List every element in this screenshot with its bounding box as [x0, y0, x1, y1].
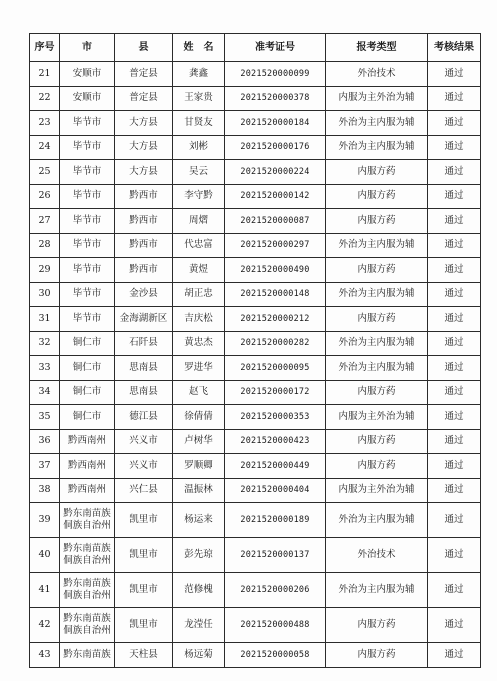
- cell-assessment-result: 通过: [428, 111, 481, 136]
- cell-name: 罗进华: [173, 356, 225, 381]
- cell-county: 凯里市: [115, 503, 173, 538]
- cell-exam-ticket-number: 2021520000058: [225, 643, 326, 668]
- cell-name: 龙滢任: [173, 608, 225, 643]
- cell-serial-number: 39: [30, 503, 60, 538]
- cell-county: 凯里市: [115, 608, 173, 643]
- cell-exam-ticket-number: 2021520000353: [225, 405, 326, 430]
- cell-county: 大方县: [115, 111, 173, 136]
- cell-county: 思南县: [115, 356, 173, 381]
- cell-name: 代忠富: [173, 233, 225, 258]
- cell-application-type: 外治为主内服为辅: [326, 135, 428, 160]
- cell-assessment-result: 通过: [428, 478, 481, 503]
- cell-exam-ticket-number: 2021520000148: [225, 282, 326, 307]
- cell-serial-number: 34: [30, 380, 60, 405]
- header-assessment-result: 考核结果: [428, 34, 481, 62]
- cell-exam-ticket-number: 2021520000378: [225, 86, 326, 111]
- cell-exam-ticket-number: 2021520000212: [225, 307, 326, 332]
- table-row: [30, 356, 481, 381]
- cell-county: 兴仁县: [115, 478, 173, 503]
- cell-assessment-result: 通过: [428, 209, 481, 234]
- table-body: [30, 62, 481, 668]
- cell-exam-ticket-number: 2021520000488: [225, 608, 326, 643]
- cell-city: 安顺市: [60, 62, 115, 87]
- cell-assessment-result: 通过: [428, 405, 481, 430]
- cell-name: 赵飞: [173, 380, 225, 405]
- table-row: [30, 608, 481, 643]
- cell-name: 甘贤友: [173, 111, 225, 136]
- cell-assessment-result: 通过: [428, 380, 481, 405]
- cell-county: 金沙县: [115, 282, 173, 307]
- cell-county: 兴义市: [115, 454, 173, 479]
- cell-serial-number: 24: [30, 135, 60, 160]
- header-application-type: 报考类型: [326, 34, 428, 62]
- cell-city: 铜仁市: [60, 331, 115, 356]
- cell-city: 毕节市: [60, 233, 115, 258]
- cell-name: 杨远菊: [173, 643, 225, 668]
- cell-application-type: 内服方药: [326, 307, 428, 332]
- cell-county: 大方县: [115, 160, 173, 185]
- table-row: [30, 160, 481, 185]
- table-row: [30, 184, 481, 209]
- cell-name: 杨运来: [173, 503, 225, 538]
- cell-assessment-result: 通过: [428, 573, 481, 608]
- cell-county: 德江县: [115, 405, 173, 430]
- table-row: [30, 282, 481, 307]
- cell-serial-number: 42: [30, 608, 60, 643]
- cell-assessment-result: 通过: [428, 643, 481, 668]
- cell-serial-number: 43: [30, 643, 60, 668]
- cell-county: 兴义市: [115, 429, 173, 454]
- cell-application-type: 内服为主外治为辅: [326, 478, 428, 503]
- cell-serial-number: 38: [30, 478, 60, 503]
- cell-application-type: 内服为主外治为辅: [326, 86, 428, 111]
- cell-city: 毕节市: [60, 135, 115, 160]
- cell-name: 吴云: [173, 160, 225, 185]
- cell-application-type: 内服方药: [326, 380, 428, 405]
- cell-exam-ticket-number: 2021520000224: [225, 160, 326, 185]
- cell-city: 黔东南苗族: [60, 643, 115, 668]
- cell-name: 胡正忠: [173, 282, 225, 307]
- table-row: [30, 331, 481, 356]
- cell-application-type: 外治为主内服为辅: [326, 573, 428, 608]
- cell-county: 黔西市: [115, 209, 173, 234]
- cell-assessment-result: 通过: [428, 307, 481, 332]
- cell-application-type: 内服方药: [326, 258, 428, 283]
- cell-serial-number: 31: [30, 307, 60, 332]
- table-row: [30, 405, 481, 430]
- header-name: 姓 名: [173, 34, 225, 62]
- cell-assessment-result: 通过: [428, 429, 481, 454]
- cell-exam-ticket-number: 2021520000142: [225, 184, 326, 209]
- cell-application-type: 内服方药: [326, 643, 428, 668]
- cell-county: 凯里市: [115, 538, 173, 573]
- header-row: [30, 34, 481, 62]
- header-exam-ticket-number: 准考证号: [225, 34, 326, 62]
- cell-exam-ticket-number: 2021520000095: [225, 356, 326, 381]
- cell-county: 思南县: [115, 380, 173, 405]
- cell-exam-ticket-number: 2021520000087: [225, 209, 326, 234]
- cell-exam-ticket-number: 2021520000297: [225, 233, 326, 258]
- header-serial-number: 序号: [30, 34, 60, 62]
- cell-assessment-result: 通过: [428, 503, 481, 538]
- cell-name: 黄煜: [173, 258, 225, 283]
- cell-city: 黔东南苗族侗族自治州: [60, 608, 115, 643]
- table-row: [30, 573, 481, 608]
- cell-exam-ticket-number: 2021520000206: [225, 573, 326, 608]
- cell-application-type: 外治为主内服为辅: [326, 331, 428, 356]
- table-row: [30, 86, 481, 111]
- cell-assessment-result: 通过: [428, 454, 481, 479]
- cell-county: 普定县: [115, 62, 173, 87]
- cell-city: 毕节市: [60, 209, 115, 234]
- cell-application-type: 外治为主内服为辅: [326, 503, 428, 538]
- cell-exam-ticket-number: 2021520000172: [225, 380, 326, 405]
- cell-serial-number: 22: [30, 86, 60, 111]
- cell-serial-number: 27: [30, 209, 60, 234]
- cell-exam-ticket-number: 2021520000490: [225, 258, 326, 283]
- cell-city: 黔西南州: [60, 478, 115, 503]
- cell-assessment-result: 通过: [428, 135, 481, 160]
- cell-application-type: 内服方药: [326, 429, 428, 454]
- cell-serial-number: 41: [30, 573, 60, 608]
- cell-assessment-result: 通过: [428, 233, 481, 258]
- cell-name: 彭先琼: [173, 538, 225, 573]
- table-row: [30, 258, 481, 283]
- cell-name: 刘彬: [173, 135, 225, 160]
- cell-application-type: 外治为主内服为辅: [326, 233, 428, 258]
- table-row: [30, 135, 481, 160]
- results-table: [29, 33, 481, 668]
- cell-exam-ticket-number: 2021520000282: [225, 331, 326, 356]
- table-row: [30, 111, 481, 136]
- cell-county: 天柱县: [115, 643, 173, 668]
- cell-city: 黔东南苗族侗族自治州: [60, 538, 115, 573]
- table-header: [30, 34, 481, 62]
- cell-assessment-result: 通过: [428, 282, 481, 307]
- cell-assessment-result: 通过: [428, 160, 481, 185]
- table-row: [30, 307, 481, 332]
- cell-city: 铜仁市: [60, 405, 115, 430]
- cell-city: 毕节市: [60, 258, 115, 283]
- header-city: 市: [60, 34, 115, 62]
- cell-city: 铜仁市: [60, 356, 115, 381]
- cell-county: 金海湖新区: [115, 307, 173, 332]
- cell-serial-number: 26: [30, 184, 60, 209]
- header-county: 县: [115, 34, 173, 62]
- table-row: [30, 643, 481, 668]
- cell-name: 罗顺卿: [173, 454, 225, 479]
- cell-city: 黔西南州: [60, 429, 115, 454]
- cell-exam-ticket-number: 2021520000099: [225, 62, 326, 87]
- cell-name: 周熠: [173, 209, 225, 234]
- cell-county: 普定县: [115, 86, 173, 111]
- cell-name: 龚鑫: [173, 62, 225, 87]
- cell-city: 毕节市: [60, 160, 115, 185]
- cell-name: 吉庆松: [173, 307, 225, 332]
- cell-application-type: 内服方药: [326, 209, 428, 234]
- cell-application-type: 内服方药: [326, 160, 428, 185]
- cell-exam-ticket-number: 2021520000449: [225, 454, 326, 479]
- table-row: [30, 209, 481, 234]
- cell-serial-number: 30: [30, 282, 60, 307]
- cell-name: 卢树华: [173, 429, 225, 454]
- cell-assessment-result: 通过: [428, 331, 481, 356]
- cell-application-type: 内服为主外治为辅: [326, 405, 428, 430]
- cell-city: 黔西南州: [60, 454, 115, 479]
- cell-county: 黔西市: [115, 258, 173, 283]
- cell-application-type: 外治为主内服为辅: [326, 356, 428, 381]
- cell-exam-ticket-number: 2021520000176: [225, 135, 326, 160]
- cell-application-type: 内服方药: [326, 184, 428, 209]
- cell-name: 温振林: [173, 478, 225, 503]
- cell-city: 毕节市: [60, 307, 115, 332]
- cell-application-type: 外治为主内服为辅: [326, 282, 428, 307]
- cell-city: 安顺市: [60, 86, 115, 111]
- table-row: [30, 538, 481, 573]
- cell-exam-ticket-number: 2021520000137: [225, 538, 326, 573]
- cell-exam-ticket-number: 2021520000404: [225, 478, 326, 503]
- cell-serial-number: 33: [30, 356, 60, 381]
- cell-application-type: 内服方药: [326, 608, 428, 643]
- cell-serial-number: 21: [30, 62, 60, 87]
- cell-name: 黄忠杰: [173, 331, 225, 356]
- cell-assessment-result: 通过: [428, 538, 481, 573]
- table-row: [30, 233, 481, 258]
- cell-county: 大方县: [115, 135, 173, 160]
- cell-application-type: 外治为主内服为辅: [326, 111, 428, 136]
- cell-application-type: 外治技术: [326, 62, 428, 87]
- cell-serial-number: 25: [30, 160, 60, 185]
- table-row: [30, 429, 481, 454]
- cell-application-type: 内服方药: [326, 454, 428, 479]
- cell-assessment-result: 通过: [428, 356, 481, 381]
- cell-serial-number: 28: [30, 233, 60, 258]
- cell-city: 毕节市: [60, 282, 115, 307]
- cell-assessment-result: 通过: [428, 86, 481, 111]
- cell-assessment-result: 通过: [428, 62, 481, 87]
- cell-application-type: 外治技术: [326, 538, 428, 573]
- cell-serial-number: 32: [30, 331, 60, 356]
- cell-serial-number: 35: [30, 405, 60, 430]
- cell-serial-number: 40: [30, 538, 60, 573]
- table-row: [30, 478, 481, 503]
- cell-county: 石阡县: [115, 331, 173, 356]
- cell-city: 黔东南苗族侗族自治州: [60, 573, 115, 608]
- cell-city: 毕节市: [60, 111, 115, 136]
- cell-name: 范修槐: [173, 573, 225, 608]
- table-row: [30, 380, 481, 405]
- cell-serial-number: 37: [30, 454, 60, 479]
- table-row: [30, 454, 481, 479]
- cell-county: 黔西市: [115, 184, 173, 209]
- cell-county: 凯里市: [115, 573, 173, 608]
- cell-name: 王家贵: [173, 86, 225, 111]
- cell-serial-number: 29: [30, 258, 60, 283]
- cell-exam-ticket-number: 2021520000423: [225, 429, 326, 454]
- cell-assessment-result: 通过: [428, 184, 481, 209]
- table-row: [30, 503, 481, 538]
- cell-city: 铜仁市: [60, 380, 115, 405]
- cell-city: 毕节市: [60, 184, 115, 209]
- cell-city: 黔东南苗族侗族自治州: [60, 503, 115, 538]
- cell-serial-number: 23: [30, 111, 60, 136]
- cell-assessment-result: 通过: [428, 608, 481, 643]
- table-row: [30, 62, 481, 87]
- cell-exam-ticket-number: 2021520000189: [225, 503, 326, 538]
- cell-exam-ticket-number: 2021520000184: [225, 111, 326, 136]
- cell-assessment-result: 通过: [428, 258, 481, 283]
- cell-name: 李守黔: [173, 184, 225, 209]
- cell-name: 徐倩倩: [173, 405, 225, 430]
- cell-serial-number: 36: [30, 429, 60, 454]
- cell-county: 黔西市: [115, 233, 173, 258]
